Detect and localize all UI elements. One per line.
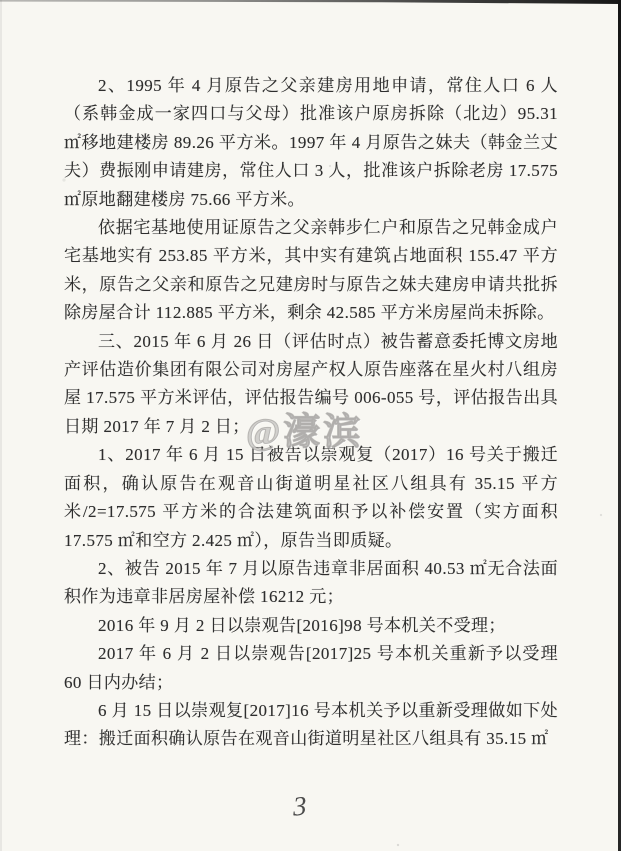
paragraph-house-application-1995: 2、1995 年 4 月原告之父亲建房用地申请，常住人口 6 人（系韩金成一家四口与父母）批准该户原房拆除（北边）95.31 ㎡移地建楼房 89.26 平方米。1997 年 4 月原告之妹夫（韩金兰丈夫）费振刚申请建房，常住人口 3 人，批准该户拆除老房 17.575 ㎡原地翻建楼房 75.66 平方米。: [64, 76, 558, 209]
document-body: [64, 72, 558, 754]
paragraph-evaluation-report: 三、2015 年 6 月 26 日（评估时点）被告蓄意委托博文房地产评估造价集团有限公司对房屋产权人原告座落在星火村八组房屋 17.575 平方米评估，评估报告编号 006-055 号，评估报告出具日期 2017 年 7 月 2 日；: [64, 331, 558, 436]
paragraph-homestead-certificate: 依据宅基地使用证原告之父亲韩步仁户和原告之兄韩金成户宅基地实有 253.85 平方米，其中实有建筑占地面积 155.47 平方米，原告之父亲和原告之兄建房时与原告之妹夫建房申请共批拆除房屋合计 112.885 平方米，剩余 42.585 平方米房屋尚未拆除。: [64, 218, 558, 323]
scan-edge-top: [0, 0, 621, 4]
watermark-haobin: @濠滨: [246, 412, 364, 453]
paragraph-illegal-area-compensation: 2、被告 2015 年 7 月以原告违章非居面积 40.53 ㎡无合法面积作为违章非居房屋补偿 16212 元；: [64, 558, 558, 607]
paragraph-2016-rejection: 2016 年 9 月 2 日以崇观告[2016]98 号本机关不受理；: [98, 615, 506, 635]
handwritten-page-number: 3: [292, 790, 307, 822]
scan-edge-left: [0, 0, 2, 851]
paragraph-relocation-area-confirmation: 1、2017 年 6 月 15 日被告以崇观复（2017）16 号关于搬迁面积，确认原告在观音山街道明星社区八组具有 35.15 平方米/2=17.575 平方米的合法建筑面积予以补偿安置（实方面积 17.575 ㎡和空方 2.425 ㎡），原告当即质疑。: [64, 445, 558, 550]
paragraph-june15-decision: 6 月 15 日以崇观复[2017]16 号本机关予以重新受理做如下处理：搬迁面积确认原告在观音山街道明星社区八组具有 35.15 ㎡: [64, 700, 558, 749]
paragraph-2017-reacceptance: 2017 年 6 月 2 日以崇观告[2017]25 号本机关重新予以受理 60 日内办结；: [64, 644, 558, 692]
